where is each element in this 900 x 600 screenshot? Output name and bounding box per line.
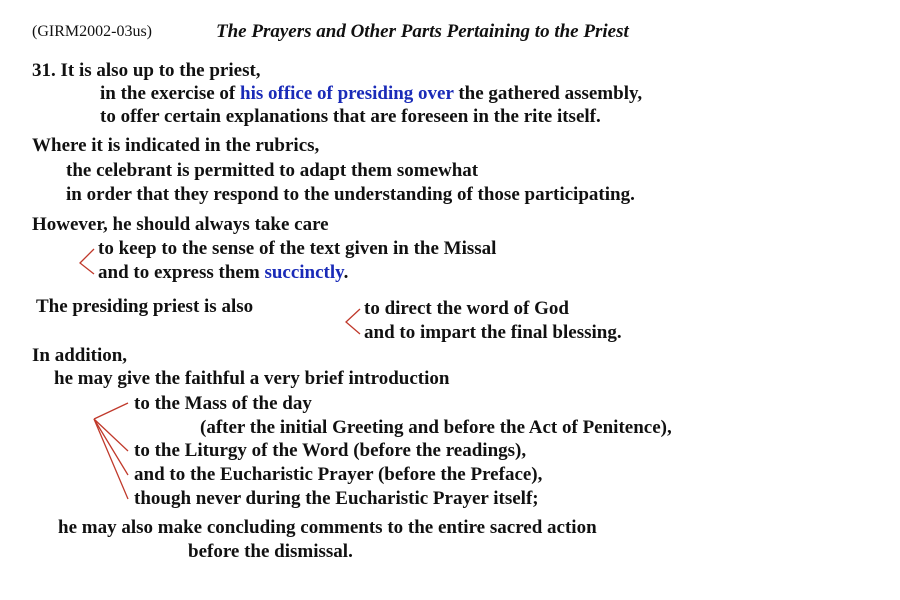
however-line-3: [98, 262, 348, 284]
concluding-line-1: he may also make concluding comments to the entire sacred action: [58, 517, 597, 538]
addition-item-1: to the Mass of the day: [134, 393, 312, 414]
presiding-item-1: to direct the word of God: [364, 298, 569, 319]
rubrics-line-3: in order that they respond to the understanding of those participating.: [66, 184, 635, 205]
however-line-1: However, he should always take care: [32, 214, 329, 235]
however-line-3-pre: and to express them: [98, 262, 265, 283]
para31-line-3: to offer certain explanations that are foreseen in the rite itself.: [100, 106, 601, 127]
para31-line-1: 31. It is also up to the priest,: [32, 60, 261, 81]
however-line-2: to keep to the sense of the text given in the Missal: [98, 238, 497, 259]
para31-line-2-pre: in the exercise of: [100, 83, 240, 104]
para31-line-2: [100, 83, 642, 105]
however-line-3-post: .: [343, 262, 349, 283]
rubrics-line-2: the celebrant is permitted to adapt them somewhat: [66, 160, 479, 181]
document-code: (GIRM2002-03us): [32, 23, 152, 40]
addition-item-1-note: (after the initial Greeting and before the Act of Penitence),: [200, 417, 672, 438]
addition-item-4: though never during the Eucharistic Prayer itself;: [134, 488, 539, 509]
addition-line-2: he may give the faithful a very brief introduction: [54, 368, 450, 389]
addition-item-3: and to the Eucharistic Prayer (before the Preface),: [134, 464, 543, 485]
document-title: The Prayers and Other Parts Pertaining to the Priest: [216, 21, 629, 42]
presiding-item-2: and to impart the final blessing.: [364, 322, 622, 343]
highlight-office-of-presiding: his office of presiding over: [240, 83, 454, 104]
bracket-addition-fan: [94, 403, 128, 499]
concluding-line-2: before the dismissal.: [188, 541, 353, 562]
addition-line-1: In addition,: [32, 345, 128, 366]
highlight-succinctly: succinctly: [264, 262, 344, 283]
rubrics-line-1: Where it is indicated in the rubrics,: [32, 135, 320, 156]
addition-item-2: to the Liturgy of the Word (before the readings),: [134, 440, 527, 461]
para31-line-2-post: the gathered assembly,: [453, 83, 643, 104]
presiding-lead: The presiding priest is also: [36, 296, 254, 317]
bracket-presiding: [346, 309, 360, 334]
bracket-however: [80, 249, 94, 274]
